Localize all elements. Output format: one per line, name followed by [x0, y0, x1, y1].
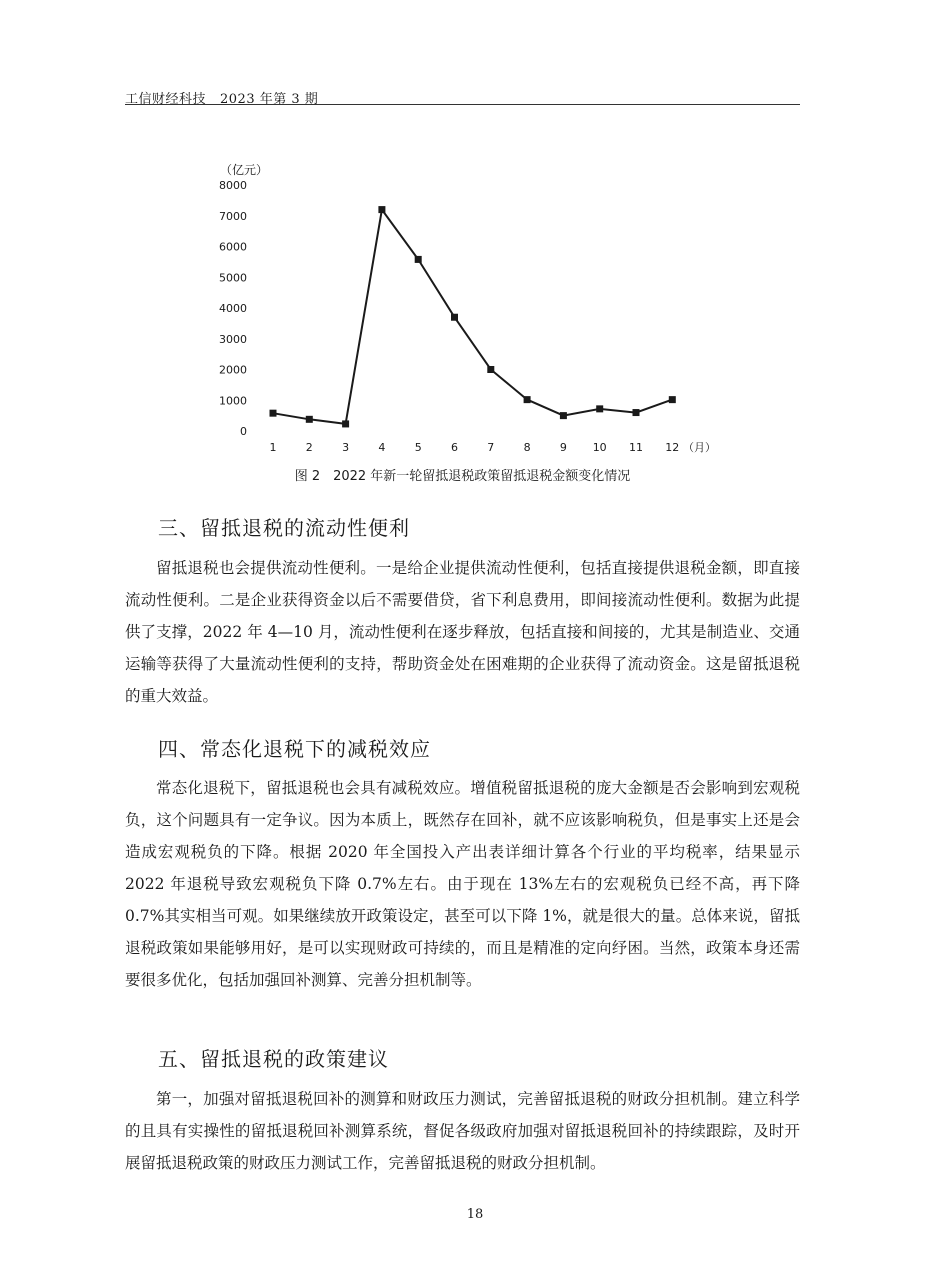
section-heading-5: 五、留抵退税的政策建议 — [158, 1047, 389, 1071]
y-tick-label: 2000 — [219, 363, 247, 377]
page-number: 18 — [466, 1207, 484, 1222]
x-tick-label: 7 — [487, 441, 495, 454]
x-tick-label: 5 — [414, 441, 422, 454]
issue-label: 2023 年第 3 期 — [220, 92, 319, 107]
x-tick-label: 11 — [629, 441, 643, 454]
section-heading-4: 四、常态化退税下的减税效应 — [158, 737, 431, 761]
x-tick-label: 8 — [523, 441, 531, 454]
line-chart — [200, 150, 760, 490]
section-heading-3: 三、留抵退税的流动性便利 — [158, 516, 410, 540]
data-point-marker — [487, 366, 494, 373]
section-3-paragraph: 留抵退税也会提供流动性便利。一是给企业提供流动性便利，包括直接提供退税金额，即直接流动性便利。二是企业获得资金以后不需要借贷，省下利息费用，即间接流动性便利。数据为此提供了支撑，2022 年 4—10 月，流动性便利在逐步释放，包括直接和间接的，尤其是制造业、交通运输等获得了大量流动性便利的支持，帮助资金处在困难期的企业获得了流动资金。这是留抵退税的重大效益。 — [125, 559, 800, 705]
x-axis-unit-label: （月） — [683, 441, 716, 454]
data-point-marker — [451, 314, 458, 321]
data-point-marker — [378, 206, 385, 213]
section-4-paragraph: 常态化退税下，留抵退税也会具有减税效应。增值税留抵退税的庞大金额是否会影响到宏观税负，这个问题具有一定争议。因为本质上，既然存在回补，就不应该影响税负，但是事实上还是会造成宏观税负的下降。根据 2020 年全国投入产出表详细计算各个行业的平均税率，结果显示 2022 年退税导致宏观税负下降 0.7%左右。由于现在 13%左右的宏观税负已经不高，再下降 0.7%其实相当可观。如果继续放开政策设定，甚至可以下降 1%，就是很大的量。总体来说，留抵退税政策如果能够用好，是可以实现财政可持续的，而且是精准的定向纾困。当然，政策本身还需要很多优化，包括加强回补测算、完善分担机制等。 — [125, 779, 800, 989]
y-axis-unit-label: （亿元） — [220, 163, 269, 177]
data-point-marker — [596, 405, 603, 412]
section-5-paragraph: 第一，加强对留抵退税回补的测算和财政压力测试，完善留抵退税的财政分担机制。建立科学的且具有实操性的留抵退税回补测算系统，督促各级政府加强对留抵退税回补的持续跟踪，及时开展留抵退税政策的财政压力测试工作，完善留抵退税的财政分担机制。 — [125, 1090, 800, 1172]
x-tick-label: 10 — [592, 441, 607, 454]
data-point-marker — [415, 256, 422, 263]
series-line — [273, 210, 672, 424]
y-tick-label: 5000 — [219, 271, 247, 285]
y-tick-label: 1000 — [219, 394, 247, 408]
data-point-marker — [633, 409, 640, 416]
y-tick-label: 3000 — [219, 332, 247, 346]
y-tick-label: 0 — [240, 425, 247, 438]
data-point-marker — [270, 410, 277, 417]
data-point-marker — [342, 420, 349, 427]
x-tick-label: 6 — [451, 441, 458, 454]
y-tick-label: 8000 — [219, 179, 247, 192]
data-point-marker — [669, 396, 676, 403]
y-tick-label: 6000 — [219, 240, 247, 254]
y-tick-label: 4000 — [219, 302, 247, 315]
x-tick-label: 12 — [665, 441, 680, 454]
x-tick-label: 1 — [269, 441, 277, 454]
data-point-marker — [306, 416, 313, 423]
x-tick-label: 2 — [305, 441, 313, 454]
x-tick-label: 4 — [378, 441, 386, 454]
x-tick-label: 3 — [342, 441, 350, 454]
header-rule — [125, 104, 800, 105]
data-point-marker — [524, 396, 531, 403]
y-tick-label: 7000 — [219, 209, 247, 223]
journal-name: 工信财经科技 — [125, 92, 207, 107]
running-header — [125, 86, 800, 106]
figure-caption: 图 2 2022 年新一轮留抵退税政策留抵退税金额变化情况 — [294, 469, 631, 484]
x-tick-label: 9 — [559, 441, 567, 454]
data-point-marker — [560, 412, 567, 419]
